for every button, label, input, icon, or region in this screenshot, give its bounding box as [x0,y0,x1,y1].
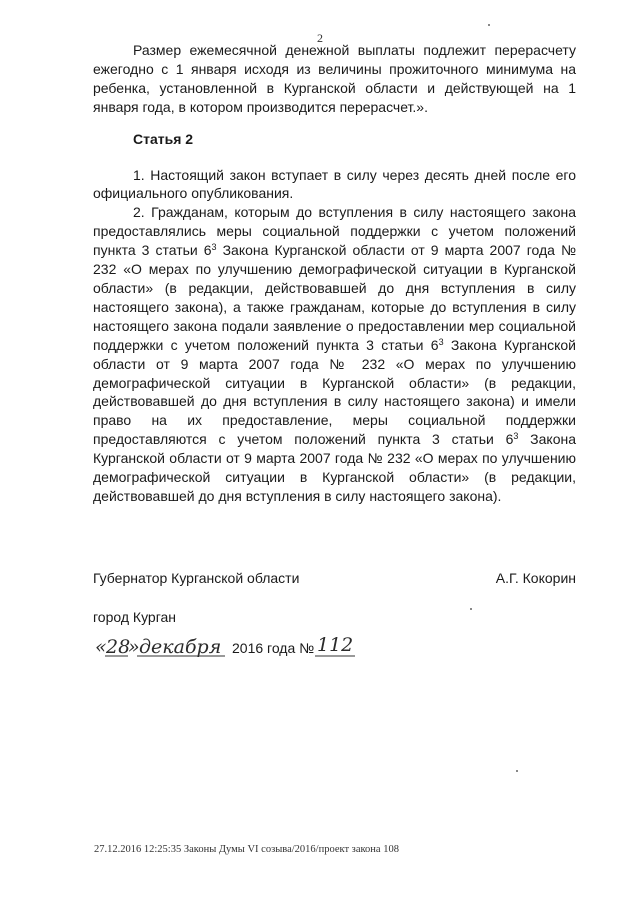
superscript: 3 [513,431,519,442]
item-2-text-part-4: Закона Курганской области от 9 марта 2007 года № 232 «О мерах по улучшению демографической ситуации в Курганской области» (в редакции, действовавшей до дня вступления в силу настоящего закона). [93,431,576,504]
city-line: город Курган [93,609,177,625]
scan-speck [488,24,490,26]
scan-speck [516,770,518,772]
superscript: 3 [438,336,444,347]
document-body [93,41,576,506]
scan-speck [470,608,472,610]
governor-title: Губернатор Курганской области [93,570,300,586]
article-item-2 [93,203,576,506]
date-day: 28 [106,636,131,658]
law-number: 112 [317,634,354,656]
paragraph-recalculation: Размер ежемесячной денежной выплаты подлежит перерасчету ежегодно с 1 января исходя из величины прожиточного минимума на ребенка, установленной в Курганской области и действующей на 1 января года, в котором производится перерасчет.». [93,42,576,115]
date-line [93,632,393,662]
footer-stamp: 27.12.2016 12:25:35 Законы Думы VI созыва/2016/проект закона 108 [94,844,399,855]
article-item-1: 1. Настоящий закон вступает в силу через десять дней после его официального опубликования. [93,166,576,202]
item-2-text-part-1: 2. Гражданам, которым до вступления в силу настоящего закона предоставлялись меры социальной поддержки с учетом положений пункта 3 статьи 6 [93,204,576,259]
year-text: 2016 года № [232,640,315,656]
item-2-text-part-3: Закона Курганской области от 9 марта 2007 года № 232 «О мерах по улучшению демографической ситуации в Курганской области» (в редакции, действовавшей до дня вступления в силу настоящего закона) и имели право на их предоставление, меры социальной поддержки предоставляются с учетом положений пункта 3 статьи 6 [93,336,576,448]
superscript: 3 [211,242,217,253]
handwritten-date [93,632,393,662]
open-quote: « [95,636,107,658]
date-month: декабря [139,636,222,658]
page-number: 2 [317,31,323,45]
governor-name: А.Г. Кокорин [495,570,576,586]
close-quote: » [128,636,140,658]
item-2-text-part-2: Закона Курганской области от 9 марта 2007 года № 232 «О мерах по улучшению демографической ситуации в Курганской области» (в редакции, действовавшей до дня вступления в силу настоящего закона), а также гражданам, которые до вступления в силу настоящего закона подали заявление о предоставлении мер социальной поддержки с учетом положений пункта 3 статьи 6 [93,242,576,353]
article-heading: Статья 2 [133,130,194,147]
